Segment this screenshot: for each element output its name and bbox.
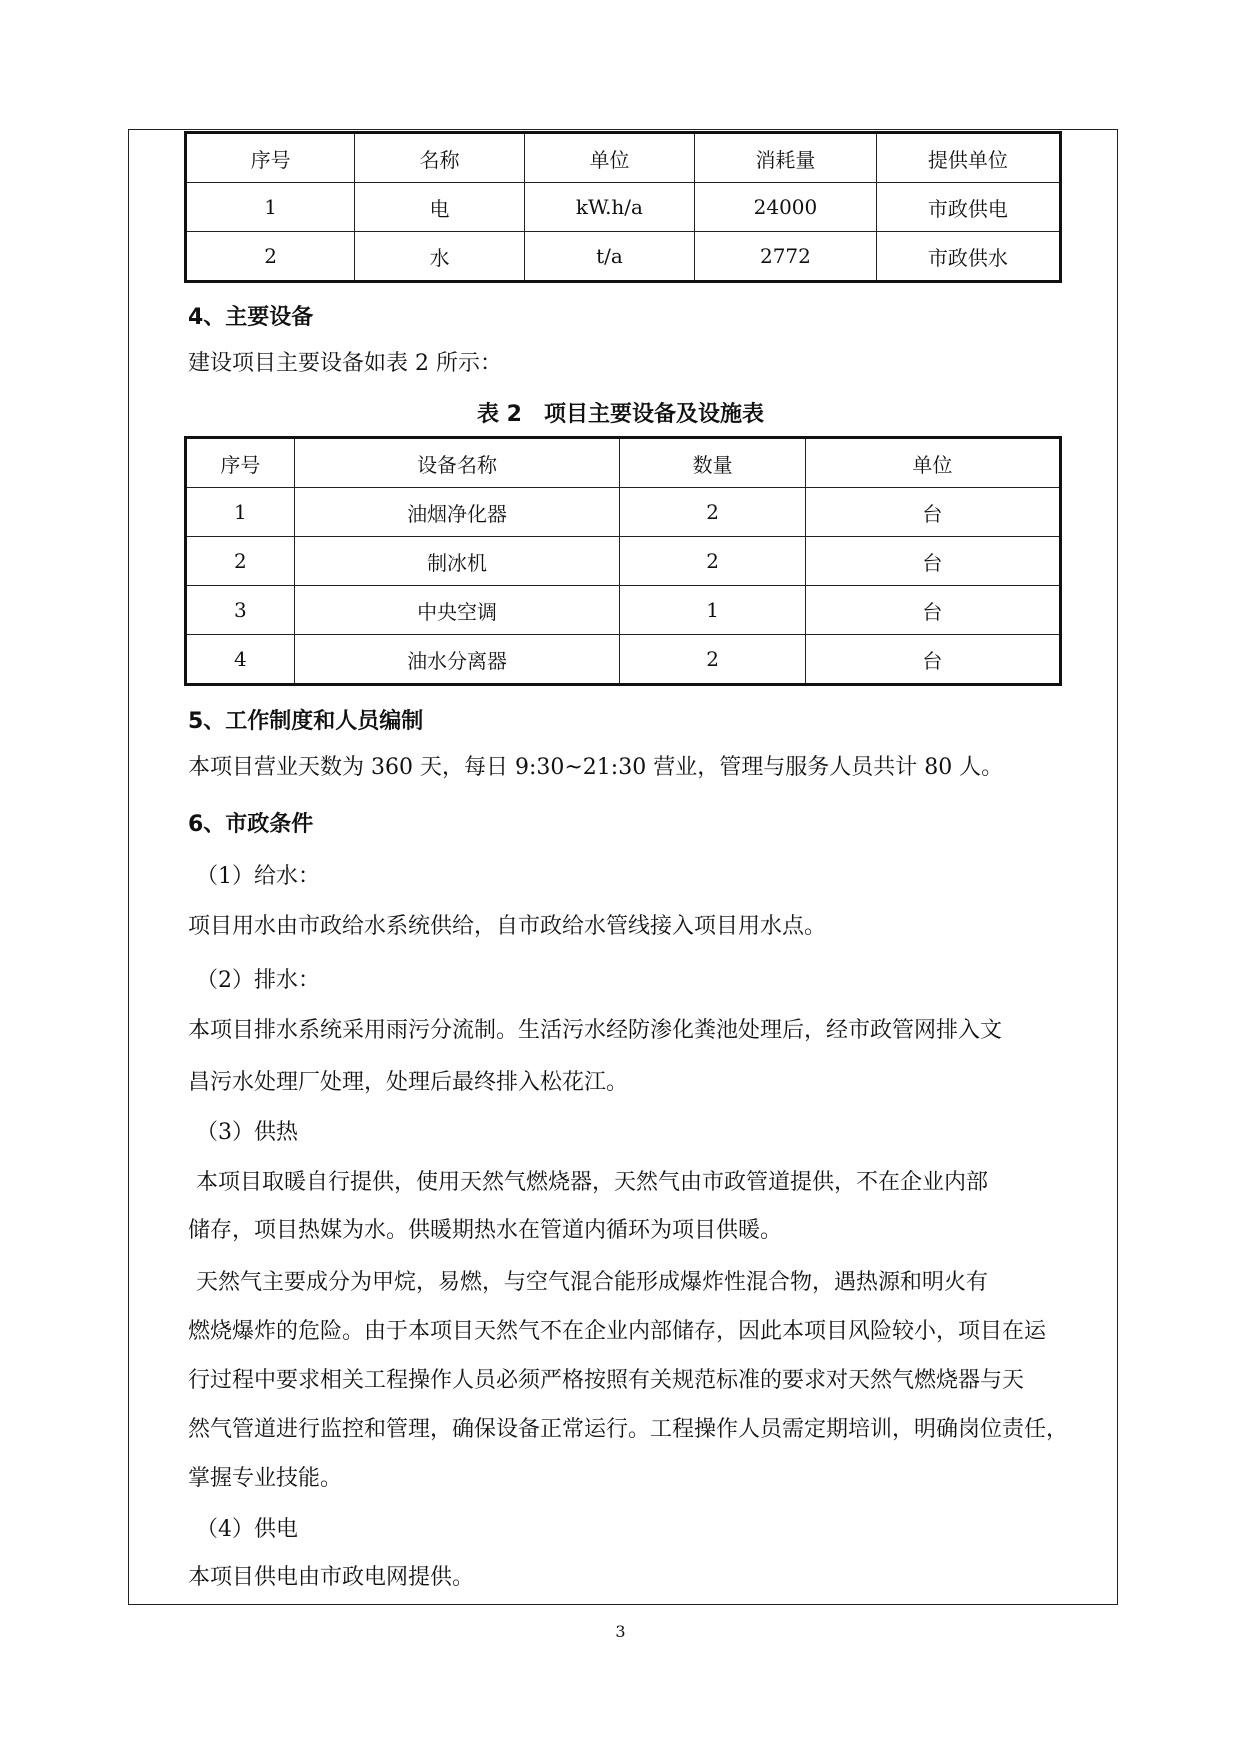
table-cell: 2772 xyxy=(695,232,876,282)
heating-title: （3）供热 xyxy=(196,1120,298,1145)
table-row xyxy=(186,537,1061,586)
table-row xyxy=(186,183,1061,232)
table-row xyxy=(186,586,1061,635)
table-cell: 台 xyxy=(805,635,1060,685)
table-cell: 2 xyxy=(186,537,295,586)
table-cell: 2 xyxy=(186,232,355,282)
header-cell: 数量 xyxy=(620,438,805,488)
table-header-row xyxy=(186,133,1061,183)
heating-text: 本项目取暖自行提供，使用天然气燃烧器，天然气由市政管道提供，不在企业内部 xyxy=(196,1170,989,1195)
work-schedule-text: 本项目营业天数为 360 天，每日 9:30~21:30 营业，管理与服务人员共计 80 人。 xyxy=(188,755,1004,780)
power-text: 本项目供电由市政电网提供。 xyxy=(188,1565,475,1590)
table-cell: 1 xyxy=(186,488,295,537)
table-cell: 24000 xyxy=(695,183,876,232)
table-row xyxy=(186,635,1061,685)
header-cell: 提供单位 xyxy=(876,133,1060,183)
drainage-text: 本项目排水系统采用雨污分流制。生活污水经防渗化粪池处理后，经市政管网排入文 xyxy=(188,1018,1003,1043)
consumption-table xyxy=(184,131,1062,283)
table-cell: 2 xyxy=(620,635,805,685)
table-cell: 1 xyxy=(620,586,805,635)
table-cell: 油烟净化器 xyxy=(294,488,620,537)
drainage-title: （2）排水： xyxy=(196,968,320,993)
water-supply-title: （1）给水： xyxy=(196,864,320,889)
gas-risk-text: 天然气主要成分为甲烷，易燃，与空气混合能形成爆炸性混合物，遇热源和明火有 xyxy=(196,1270,989,1295)
table-cell: 制冰机 xyxy=(294,537,620,586)
drainage-text: 昌污水处理厂处理，处理后最终排入松花江。 xyxy=(188,1070,629,1095)
section-heading-equipment: 4、主要设备 xyxy=(188,305,314,330)
equipment-table xyxy=(184,436,1062,686)
gas-risk-text: 掌握专业技能。 xyxy=(188,1466,343,1491)
table-cell: 1 xyxy=(186,183,355,232)
heating-text: 储存，项目热媒为水。供暖期热水在管道内循环为项目供暖。 xyxy=(188,1218,783,1243)
table-caption: 表 2 项目主要设备及设施表 xyxy=(477,402,764,427)
table-header-row xyxy=(186,438,1061,488)
header-cell: 消耗量 xyxy=(695,133,876,183)
table-cell: 水 xyxy=(355,232,524,282)
table-row xyxy=(186,488,1061,537)
header-cell: 序号 xyxy=(186,438,295,488)
header-cell: 单位 xyxy=(805,438,1060,488)
water-supply-text: 项目用水由市政给水系统供给，自市政给水管线接入项目用水点。 xyxy=(188,914,827,939)
section-heading-municipal: 6、市政条件 xyxy=(188,812,314,837)
table-cell: 2 xyxy=(620,537,805,586)
header-cell: 单位 xyxy=(524,133,695,183)
page-number: 3 xyxy=(615,1622,626,1641)
gas-risk-text: 然气管道进行监控和管理，确保设备正常运行。工程操作人员需定期培训，明确岗位责任， xyxy=(188,1417,1069,1442)
table-cell: 中央空调 xyxy=(294,586,620,635)
table-cell: 市政供电 xyxy=(876,183,1060,232)
section-heading-work-schedule: 5、工作制度和人员编制 xyxy=(188,709,424,734)
equipment-intro: 建设项目主要设备如表 2 所示： xyxy=(188,351,502,376)
table-row xyxy=(186,232,1061,282)
table-cell: 台 xyxy=(805,537,1060,586)
table-cell: kW.h/a xyxy=(524,183,695,232)
table-cell: 台 xyxy=(805,586,1060,635)
header-cell: 名称 xyxy=(355,133,524,183)
gas-risk-text: 行过程中要求相关工程操作人员必须严格按照有关规范标准的要求对天然气燃烧器与天 xyxy=(188,1368,1025,1393)
table-cell: 4 xyxy=(186,635,295,685)
table-cell: 市政供水 xyxy=(876,232,1060,282)
header-cell: 序号 xyxy=(186,133,355,183)
table-cell: t/a xyxy=(524,232,695,282)
power-title: （4）供电 xyxy=(196,1517,298,1542)
table-cell: 台 xyxy=(805,488,1060,537)
table-cell: 电 xyxy=(355,183,524,232)
header-cell: 设备名称 xyxy=(294,438,620,488)
table-cell: 3 xyxy=(186,586,295,635)
table-cell: 油水分离器 xyxy=(294,635,620,685)
gas-risk-text: 燃烧爆炸的危险。由于本项目天然气不在企业内部储存，因此本项目风险较小，项目在运 xyxy=(188,1319,1047,1344)
table-cell: 2 xyxy=(620,488,805,537)
